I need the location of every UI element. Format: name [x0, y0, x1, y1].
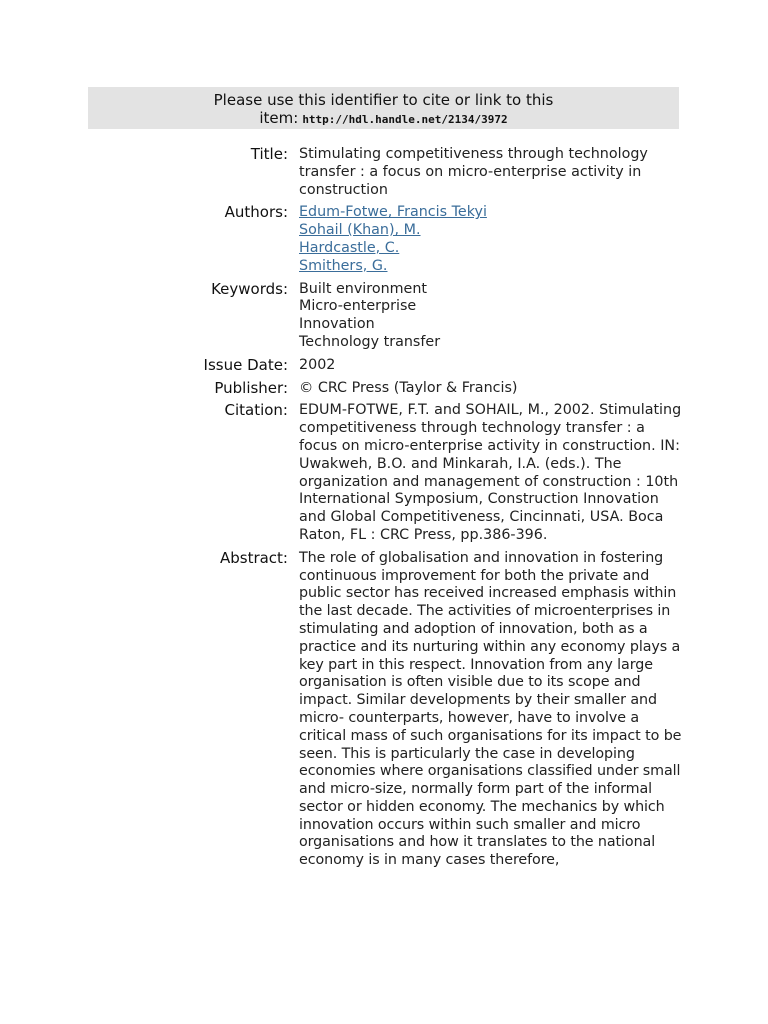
authors-row: [0, 204, 768, 275]
author-link[interactable]: Hardcastle, C.: [299, 239, 400, 256]
issue-date-label: Issue Date:: [203, 355, 288, 374]
keywords-label: Keywords:: [211, 279, 288, 298]
keywords-list: [299, 281, 684, 352]
authors-label: Authors:: [224, 203, 288, 222]
author-link[interactable]: Sohail (Khan), M.: [299, 222, 421, 239]
citation-value: EDUM-FOTWE, F.T. and SOHAIL, M., 2002. Stimulating competitiveness through technology transfer : a focus on micro-enterprise activity in construction. IN: Uwakweh, B.O. and Minkarah, I.A. (eds.). The organization and management of construction : 10th International Symposium, Construction Innovation and Global Competitiveness, Cincinnati, USA. Boca Raton, FL : CRC Press, pp.386-396.: [299, 402, 682, 543]
abstract-value: The role of globalisation and innovation in fostering continuous improvement for both the private and public sector has received increased emphasis within the last decade. The activities of microenterprises in stimulating and adoption of innovation, both as a practice and its nurturing within any economy plays a key part in this respect. Innovation from any large organisation is often visible due to its scope and impact. Similar developments by their smaller and micro- counterparts, however, have to involve a critical mass of such organisations for its impact to be seen. This is particularly the case in developing economies where organisations classified under small and micro-size, normally form part of the informal sector or hidden economy. The mechanics by which innovation occurs within such smaller and micro organisations and how it translates to the national economy is in many cases therefore,: [299, 549, 682, 869]
title-value: Stimulating competitiveness through technology transfer : a focus on micro-enterprise activity in construction: [299, 146, 648, 198]
cite-banner-item-label: item:: [259, 109, 299, 127]
handle-link[interactable]: http://hdl.handle.net/2134/3972: [302, 113, 508, 126]
publisher-label: Publisher:: [214, 378, 288, 397]
keyword-item: Innovation: [299, 316, 375, 333]
item-record: [0, 146, 768, 875]
author-link[interactable]: Edum-Fotwe, Francis Tekyi: [299, 204, 487, 221]
title-row: [0, 146, 768, 199]
keyword-item: Built environment: [299, 280, 428, 297]
citation-row: [0, 402, 768, 544]
keywords-row: [0, 281, 768, 352]
author-link[interactable]: Smithers, G.: [299, 257, 388, 274]
keyword-item: Micro-enterprise: [299, 298, 417, 315]
issue-date-value: 2002: [299, 356, 336, 373]
keyword-item: Technology transfer: [299, 333, 441, 350]
cite-banner-line2: [88, 109, 679, 129]
publisher-row: [0, 380, 768, 398]
citation-label: Citation:: [224, 401, 288, 420]
issue-date-row: [0, 357, 768, 375]
abstract-label: Abstract:: [219, 548, 288, 567]
title-label: Title:: [250, 145, 288, 163]
abstract-row: [0, 550, 768, 870]
publisher-value: © CRC Press (Taylor & Francis): [299, 379, 518, 396]
cite-banner: [88, 87, 679, 129]
cite-banner-line1: Please use this identifier to cite or link to this: [213, 91, 554, 109]
authors-list: [299, 204, 684, 275]
